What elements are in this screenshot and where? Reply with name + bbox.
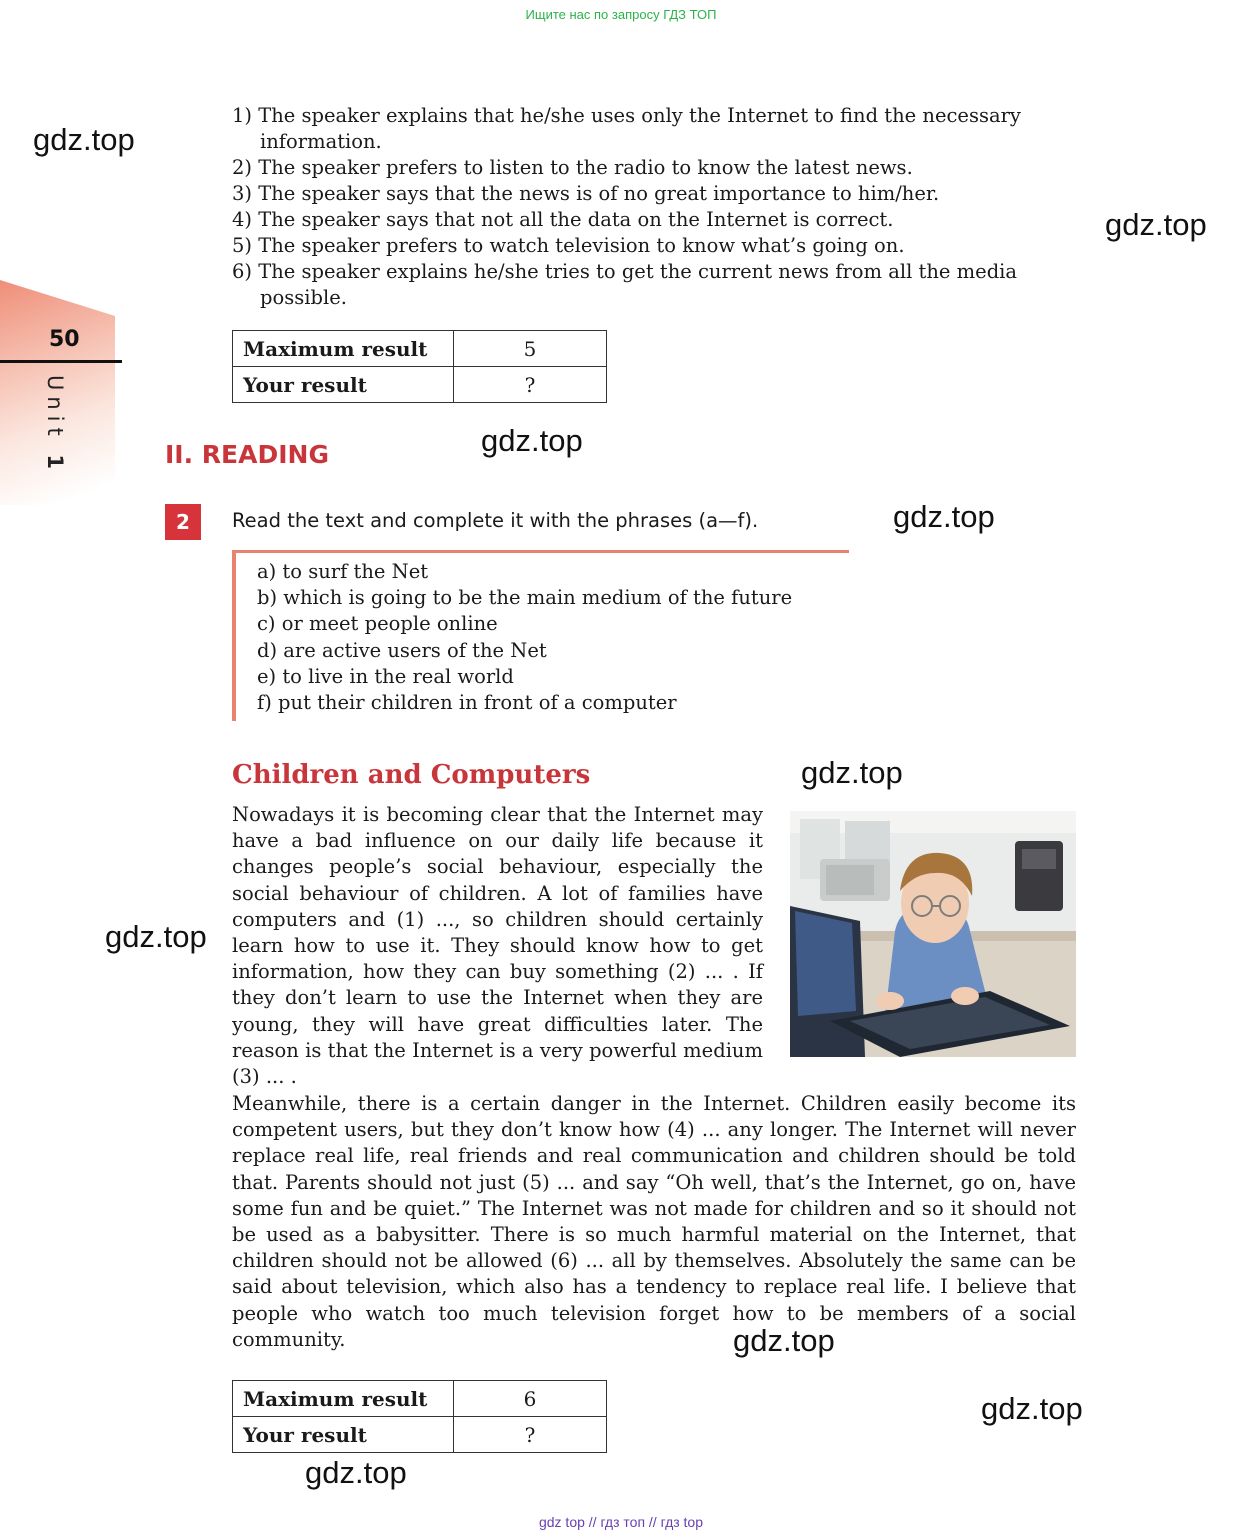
list-item: 2) The speaker prefers to listen to the radio to know the latest news. xyxy=(232,156,913,179)
your-result-label: Your result xyxy=(233,1417,454,1453)
your-result-value: ? xyxy=(454,1417,607,1453)
max-result-label: Maximum result xyxy=(233,331,454,367)
photo-boy-at-laptop xyxy=(790,811,1076,1057)
list-item: 5) The speaker prefers to watch television to know what’s going on. xyxy=(232,234,905,257)
top-banner-link[interactable]: Ищите нас по запросу ГДЗ ТОП xyxy=(525,7,717,22)
list-item: 1) The speaker explains that he/she uses only the Internet to find the necessary information. xyxy=(232,104,1021,153)
list-item: f) put their children in front of a computer xyxy=(257,691,677,715)
list-item: a) to surf the Net xyxy=(257,560,429,583)
task-instruction: Read the text and complete it with the phrases (a—f). xyxy=(232,509,759,532)
max-result-label: Maximum result xyxy=(233,1381,454,1417)
your-result-value: ? xyxy=(454,367,607,403)
unit-label xyxy=(43,375,67,475)
list-item: e) to live in the real world xyxy=(257,664,514,688)
watermark: gdz.top xyxy=(733,1323,835,1358)
table-row xyxy=(233,1417,607,1453)
watermark: gdz.top xyxy=(33,122,135,157)
page-number: 50 xyxy=(49,327,80,352)
watermark: gdz.top xyxy=(981,1391,1083,1426)
watermark: gdz.top xyxy=(1105,207,1207,242)
watermark: gdz.top xyxy=(481,423,583,458)
result-table-listening xyxy=(232,330,607,403)
your-result-label: Your result xyxy=(233,367,454,403)
unit-number: 1 xyxy=(43,454,67,476)
result-table-reading xyxy=(232,1380,607,1453)
reading-paragraph-1: Nowadays it is becoming clear that the Internet may have a bad influence on our daily life because it changes people’s social behaviour, especially the social behaviour of children. A lot of families have computers and (1) ..., so children should certainly learn how to use it. They should know how to get information, how they can buy something (2) ... . If they don’t learn to use the Internet when they are young, they will have great difficulties later. The reason is that the Internet is a very powerful medium (3) ... . xyxy=(232,803,763,1089)
list-item: b) which is going to be the main medium of the future xyxy=(257,586,793,610)
section-heading: II. READING xyxy=(165,440,329,469)
watermark: gdz.top xyxy=(801,755,903,790)
table-row xyxy=(233,1381,607,1417)
max-result-value: 6 xyxy=(454,1381,607,1417)
unit-label-text: Unit xyxy=(43,374,67,442)
watermark: gdz.top xyxy=(305,1455,407,1490)
list-item: 4) The speaker says that not all the data on the Internet is correct. xyxy=(232,208,894,231)
footer-links[interactable]: gdz top // гдз топ // гдз top xyxy=(538,1514,704,1530)
max-result-value: 5 xyxy=(454,331,607,367)
list-item: c) or meet people online xyxy=(257,612,498,636)
reading-text-title: Children and Computers xyxy=(232,760,591,790)
photo-illustration xyxy=(790,811,1076,1057)
page-number-rule xyxy=(0,360,122,363)
reading-paragraph-2: Meanwhile, there is a certain danger in the Internet. Children easily become its competent users, but they don’t know how (4) ... any longer. The Internet will never replace real life, real friends and real communication and children should be told that. Parents should not just (5) ... and say “Oh well, that’s the Internet, go on, have some fun and be quiet.” The Internet was not made for children and so it should not be used as a babysitter. There is so much harmful material on the Internet, that children should not be allowed (6) ... all by themselves. Absolutely the same can be said about television, which also has a tendency to replace real life. I believe that people who watch too much television forget how to be members of a social community. xyxy=(232,1092,1076,1351)
listening-statements xyxy=(232,103,1080,311)
list-item: 6) The speaker explains he/she tries to get the current news from all the media possible. xyxy=(232,260,1018,309)
watermark: gdz.top xyxy=(105,919,207,954)
table-row xyxy=(233,331,607,367)
list-item: d) are active users of the Net xyxy=(257,638,547,662)
watermark: gdz.top xyxy=(893,499,995,534)
list-item: 3) The speaker says that the news is of no great importance to him/her. xyxy=(232,182,940,205)
phrase-list xyxy=(257,559,792,716)
table-row xyxy=(233,367,607,403)
task-number-badge: 2 xyxy=(165,504,201,540)
